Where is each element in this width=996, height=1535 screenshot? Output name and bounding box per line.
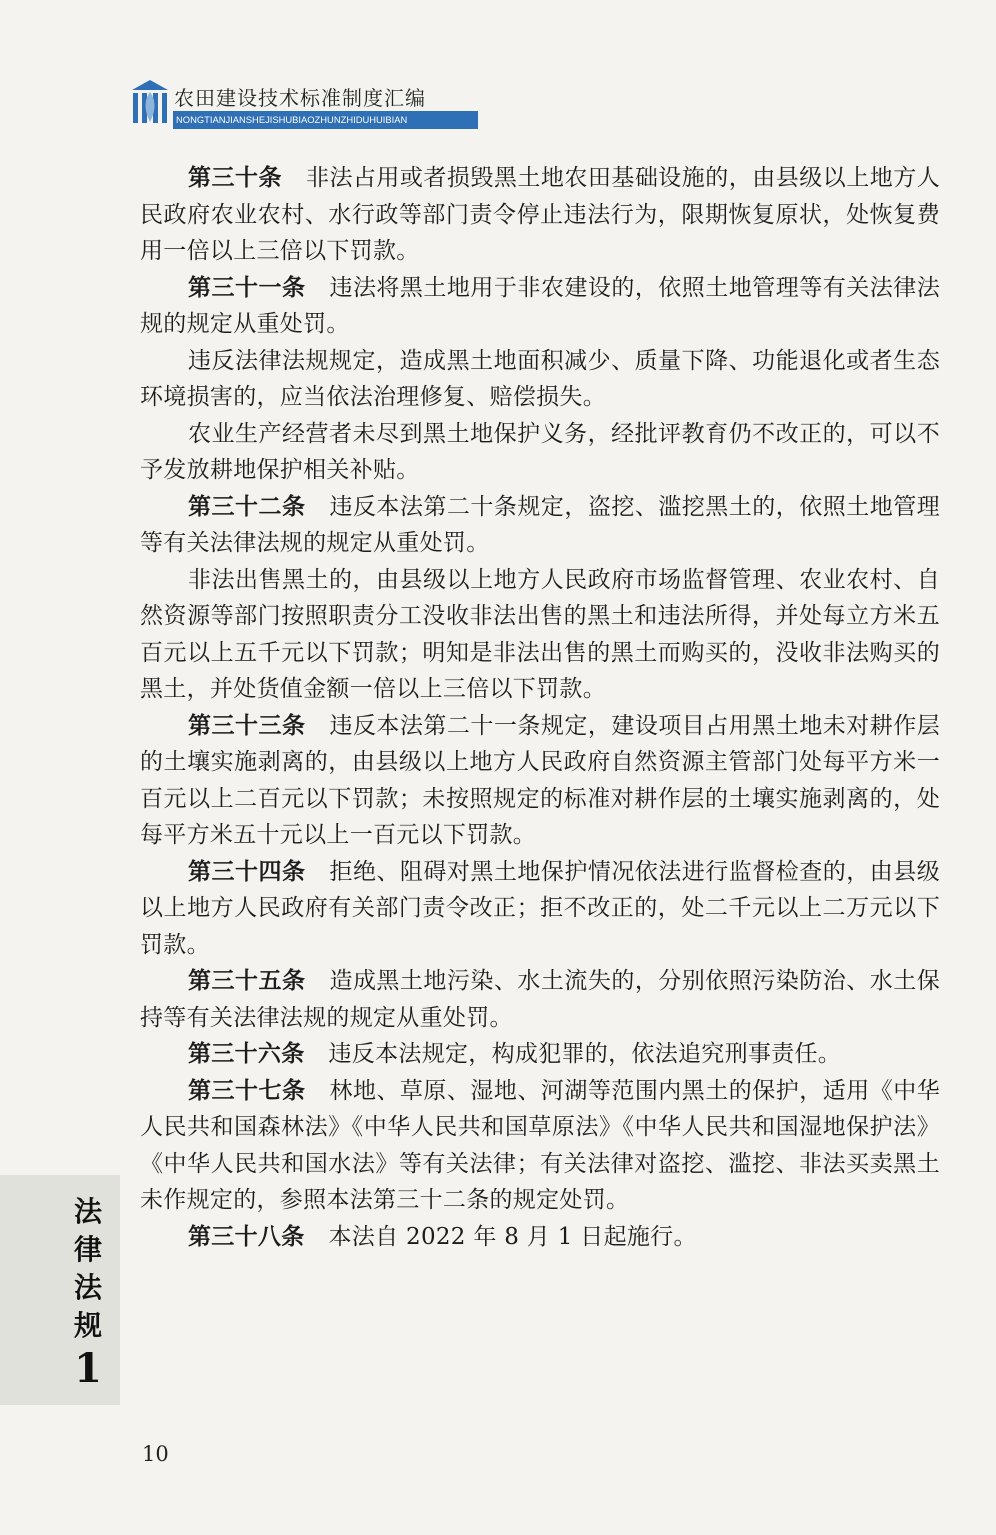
book-title: 农田建设技术标准制度汇编 [174, 86, 426, 110]
body-paragraph [140, 854, 940, 964]
paragraph-text: 违反本法第二十条规定，盗挖、滥挖黑土的，依照土地管理等有关法律法规的规定从重处罚。 [140, 493, 940, 556]
body-paragraph [140, 343, 940, 416]
paragraph-text: 违反本法规定，构成犯罪的，依法追究刑事责任。 [328, 1041, 842, 1067]
paragraph-text: 违反法律法规规定，造成黑土地面积减少、质量下降、功能退化或者生态环境损害的，应当依法治理修复、赔偿损失。 [140, 347, 940, 410]
body-paragraph [140, 1073, 940, 1219]
body-paragraph [140, 708, 940, 854]
page-number: 10 [142, 1442, 169, 1466]
body-paragraph [140, 416, 940, 489]
article-body [140, 160, 940, 1255]
paragraph-text: 违反本法第二十一条规定，建设项目占用黑土地未对耕作层的土壤实施剥离的，由县级以上地方人民政府自然资源主管部门处每平方米一百元以上二百元以下罚款；未按照规定的标准对耕作层的土壤实施剥离的，处每平方米五十元以上一百元以下罚款。 [140, 712, 940, 848]
section-side-tab [0, 1175, 120, 1405]
article-number: 第三十一条 [188, 274, 306, 301]
body-paragraph [140, 160, 940, 270]
paragraph-text: 非法占用或者损毁黑土地农田基础设施的，由县级以上地方人民政府农业农村、水行政等部门责令停止违法行为，限期恢复原状，处恢复费用一倍以上三倍以下罚款。 [140, 165, 940, 264]
running-header [128, 78, 478, 136]
paragraph-text: 林地、草原、湿地、河湖等范围内黑土的保护，适用《中华人民共和国森林法》《中华人民共和国草原法》《中华人民共和国湿地保护法》《中华人民共和国水法》等有关法律；有关法律对盗挖、滥挖、非法买卖黑土未作规定的，参照本法第三十二条的规定处罚。 [140, 1077, 940, 1213]
article-number: 第三十四条 [188, 858, 306, 885]
paragraph-text: 非法出售黑土的，由县级以上地方人民政府市场监督管理、农业农村、自然资源等部门按照职责分工没收非法出售的黑土和违法所得，并处每立方米五百元以上五千元以下罚款；明知是非法出售的黑土而购买的，没收非法购买的黑土，并处货值金额一倍以上三倍以下罚款。 [140, 566, 940, 702]
article-number: 第三十六条 [188, 1041, 305, 1067]
article-number: 第三十条 [188, 165, 282, 191]
body-paragraph [140, 270, 940, 343]
section-number: 1 [74, 1345, 102, 1392]
paragraph-text: 本法自 2022 年 8 月 1 日起施行。 [328, 1223, 697, 1250]
article-number: 第三十三条 [188, 712, 306, 739]
paragraph-text: 造成黑土地污染、水土流失的，分别依照污染防治、水土保持等有关法律法规的规定从重处罚。 [140, 968, 940, 1031]
section-label: 法 律 法 规 [73, 1195, 102, 1342]
body-paragraph [140, 562, 940, 708]
article-number: 第三十七条 [188, 1077, 306, 1104]
body-paragraph [140, 963, 940, 1036]
paragraph-text: 拒绝、阻碍对黑土地保护情况依法进行监督检查的，由县级以上地方人民政府有关部门责令改正；拒不改正的，处二千元以上二万元以下罚款。 [140, 858, 940, 958]
paragraph-text: 违法将黑土地用于非农建设的，依照土地管理等有关法律法规的规定从重处罚。 [140, 274, 940, 337]
body-paragraph [140, 489, 940, 562]
article-number: 第三十八条 [188, 1223, 305, 1250]
book-title-pinyin: NONGTIANJIANSHEJISHUBIAOZHUNZHIDUHUIBIAN [173, 111, 478, 129]
body-paragraph [140, 1036, 940, 1073]
article-number: 第三十二条 [188, 493, 306, 520]
wheat-pillars-logo-icon [128, 78, 172, 128]
paragraph-text: 农业生产经营者未尽到黑土地保护义务，经批评教育仍不改正的，可以不予发放耕地保护相关补贴。 [140, 420, 940, 483]
body-paragraph [140, 1219, 940, 1256]
article-number: 第三十五条 [188, 968, 306, 994]
